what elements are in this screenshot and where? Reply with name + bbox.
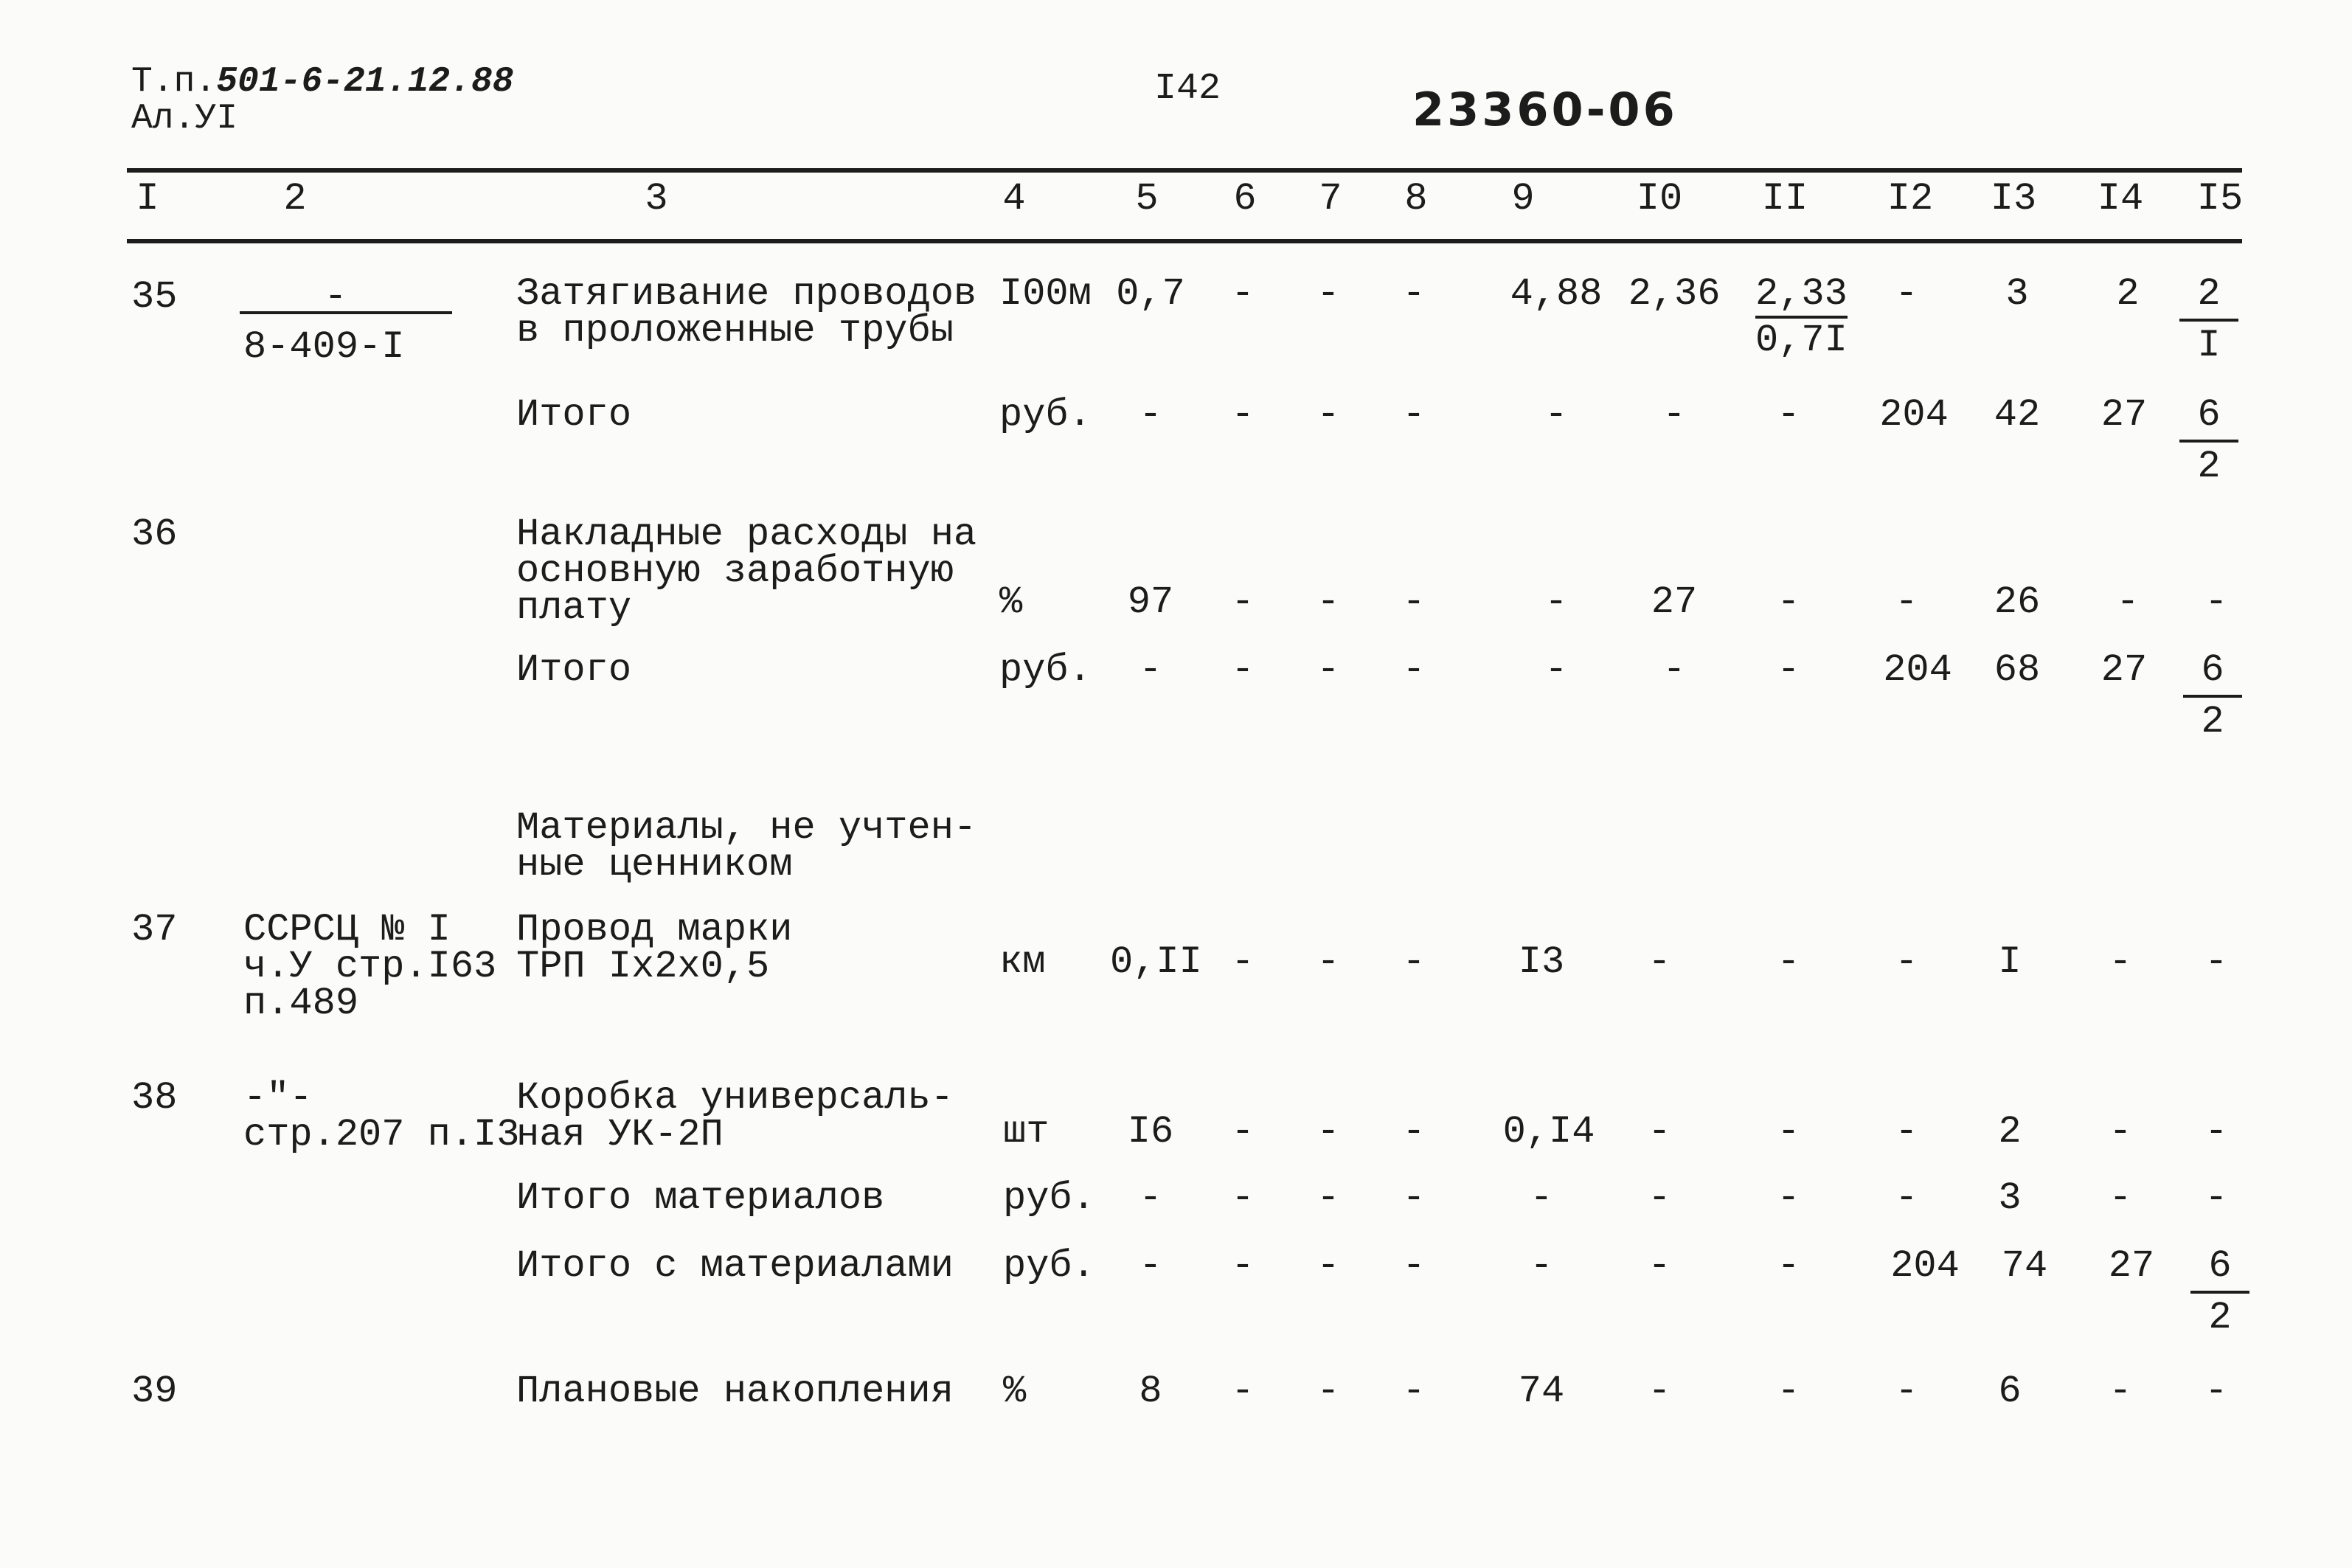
price-code-line: ч.У стр.I63 bbox=[243, 945, 497, 988]
album-label: Ал.УI bbox=[131, 99, 238, 139]
price-code-line: стр.207 п.I3 bbox=[243, 1113, 520, 1156]
cell-col13: 6 bbox=[1998, 1370, 2022, 1413]
cell-col9: - bbox=[1530, 1176, 1553, 1220]
cell-col15 bbox=[2168, 270, 2249, 370]
row-label: Итого с материалами bbox=[516, 1244, 954, 1288]
cell-col8: - bbox=[1402, 272, 1426, 316]
cell-col9: 4,88 bbox=[1510, 272, 1603, 316]
row-number: 39 bbox=[131, 1370, 178, 1413]
cell-col10: - bbox=[1662, 393, 1686, 437]
cell-col12: - bbox=[1895, 1176, 1918, 1220]
row-number: 38 bbox=[131, 1076, 178, 1120]
col-14: I4 bbox=[2097, 177, 2144, 221]
col-4: 4 bbox=[1002, 177, 1026, 221]
cell-col12: - bbox=[1895, 940, 1918, 984]
work-name bbox=[516, 1076, 954, 1156]
unit: км bbox=[999, 940, 1046, 984]
cell-col6: - bbox=[1231, 1176, 1255, 1220]
cell-col14: 27 bbox=[2101, 393, 2148, 437]
fraction-numerator: 6 bbox=[2190, 1242, 2249, 1294]
col-10: I0 bbox=[1636, 177, 1683, 221]
work-name-line: основную заработную bbox=[516, 549, 954, 593]
cell-col11-top: 2,33 bbox=[1755, 272, 1848, 319]
cell-col9: I3 bbox=[1518, 940, 1565, 984]
fraction-numerator: 6 bbox=[2179, 391, 2238, 443]
cell-col12: 204 bbox=[1883, 648, 1952, 692]
work-name-line: ная УК-2П bbox=[516, 1113, 724, 1156]
cell-col14: - bbox=[2116, 580, 2140, 624]
work-name-line: Провод марки bbox=[516, 908, 793, 951]
document-number: 23360-06 bbox=[1412, 83, 1678, 136]
cell-col11-bottom: 0,7I bbox=[1755, 319, 1848, 362]
cell-col14: 27 bbox=[2108, 1244, 2155, 1288]
cell-col15: - bbox=[2204, 580, 2228, 624]
work-name bbox=[516, 272, 977, 353]
cell-col8: - bbox=[1402, 1176, 1426, 1220]
cell-col6: - bbox=[1231, 580, 1255, 624]
section-heading-line: Материалы, не учтен- bbox=[516, 806, 977, 850]
cell-col9: - bbox=[1544, 648, 1568, 692]
cell-col7: - bbox=[1317, 1370, 1340, 1413]
work-name-line: Коробка универсаль- bbox=[516, 1076, 954, 1120]
cell-col11: - bbox=[1777, 1110, 1800, 1154]
unit: руб. bbox=[1003, 1176, 1095, 1220]
cell-col12: 204 bbox=[1890, 1244, 1960, 1288]
col-2: 2 bbox=[283, 177, 307, 221]
cell-col7: - bbox=[1317, 393, 1340, 437]
cell-col5: - bbox=[1139, 1176, 1162, 1220]
cell-col8: - bbox=[1402, 393, 1426, 437]
cell-col7: - bbox=[1317, 940, 1340, 984]
cell-col7: - bbox=[1317, 272, 1340, 316]
row-label: Итого bbox=[516, 393, 632, 437]
fraction-denominator: I bbox=[2197, 324, 2221, 367]
price-code-line: ССРСЦ № I bbox=[243, 908, 451, 951]
cell-col10: - bbox=[1648, 1110, 1671, 1154]
cell-col6: - bbox=[1231, 1370, 1255, 1413]
unit: руб. bbox=[999, 393, 1092, 437]
cell-col13: 3 bbox=[2005, 272, 2029, 316]
cell-col10: - bbox=[1662, 648, 1686, 692]
cell-col14: - bbox=[2109, 940, 2132, 984]
unit: руб. bbox=[1003, 1244, 1095, 1288]
fraction-numerator: 2 bbox=[2179, 270, 2238, 322]
row-label: Итого материалов bbox=[516, 1176, 885, 1220]
page-number: I42 bbox=[1154, 68, 1221, 110]
cell-col14: 2 bbox=[2116, 272, 2140, 316]
col-5: 5 bbox=[1135, 177, 1159, 221]
cell-col11 bbox=[1755, 272, 1848, 369]
section-heading bbox=[516, 806, 977, 887]
cell-col13: 3 bbox=[1998, 1176, 2022, 1220]
price-code bbox=[243, 908, 497, 1025]
unit: I00м bbox=[999, 272, 1092, 316]
cell-col9: 74 bbox=[1518, 1370, 1565, 1413]
fraction-denominator: 2 bbox=[2208, 1296, 2232, 1339]
cell-col10: - bbox=[1648, 1244, 1671, 1288]
cell-col11: - bbox=[1777, 648, 1800, 692]
cell-col7: - bbox=[1317, 1110, 1340, 1154]
cell-col10: - bbox=[1648, 940, 1671, 984]
fraction-denominator: 2 bbox=[2197, 445, 2221, 488]
cell-col6: - bbox=[1231, 648, 1255, 692]
cell-col6: - bbox=[1231, 393, 1255, 437]
cell-col8: - bbox=[1402, 1110, 1426, 1154]
cell-col7: - bbox=[1317, 1244, 1340, 1288]
cell-col5: 0,II bbox=[1110, 940, 1202, 984]
cell-col8: - bbox=[1402, 1370, 1426, 1413]
cell-col15: - bbox=[2204, 1176, 2228, 1220]
code-divider bbox=[240, 311, 452, 314]
col-1: I bbox=[136, 177, 159, 221]
project-prefix: Т.п. bbox=[131, 62, 217, 102]
cell-col9: - bbox=[1544, 393, 1568, 437]
cell-col5: 8 bbox=[1139, 1370, 1162, 1413]
cell-col14: - bbox=[2109, 1110, 2132, 1154]
cell-col13: I bbox=[1998, 940, 2022, 984]
cell-col10: 2,36 bbox=[1628, 272, 1721, 316]
work-name-line: в проложенные трубы bbox=[516, 309, 954, 353]
work-name bbox=[516, 513, 977, 630]
work-name-line: плату bbox=[516, 586, 632, 630]
col-9: 9 bbox=[1511, 177, 1535, 221]
cell-col5: 0,7 bbox=[1116, 272, 1185, 316]
price-code-line: п.489 bbox=[243, 982, 359, 1025]
unit: руб. bbox=[999, 648, 1092, 692]
cell-col13: 74 bbox=[2001, 1244, 2048, 1288]
work-name-line: Затягивание проводов bbox=[516, 272, 977, 316]
col-6: 6 bbox=[1233, 177, 1257, 221]
cell-col6: - bbox=[1231, 1244, 1255, 1288]
cell-col11: - bbox=[1777, 1244, 1800, 1288]
unit: % bbox=[999, 580, 1023, 624]
cell-col5: - bbox=[1139, 393, 1162, 437]
col-12: I2 bbox=[1887, 177, 1934, 221]
cell-col13: 2 bbox=[1998, 1110, 2022, 1154]
row-number: 37 bbox=[131, 908, 178, 951]
cell-col15: - bbox=[2204, 1110, 2228, 1154]
project-code: 501-6-21.12.88 bbox=[216, 62, 514, 102]
cell-col12: - bbox=[1895, 272, 1918, 316]
cell-col10: - bbox=[1648, 1176, 1671, 1220]
cell-col6: - bbox=[1231, 272, 1255, 316]
cell-col15 bbox=[2179, 1242, 2261, 1342]
price-code bbox=[243, 1076, 520, 1156]
cell-col5: 97 bbox=[1127, 580, 1174, 624]
cell-col11: - bbox=[1777, 580, 1800, 624]
col-8: 8 bbox=[1404, 177, 1428, 221]
column-header-rule bbox=[127, 239, 2242, 243]
col-7: 7 bbox=[1319, 177, 1342, 221]
unit: % bbox=[1003, 1370, 1027, 1413]
cell-col11: - bbox=[1777, 940, 1800, 984]
col-3: 3 bbox=[645, 177, 668, 221]
fraction-numerator: 6 bbox=[2183, 646, 2242, 698]
cell-col10: 27 bbox=[1651, 580, 1698, 624]
cell-col15: - bbox=[2204, 940, 2228, 984]
cell-col12: - bbox=[1895, 1110, 1918, 1154]
cell-col9: - bbox=[1544, 580, 1568, 624]
col-11: II bbox=[1761, 177, 1808, 221]
cell-col11: - bbox=[1777, 1176, 1800, 1220]
work-name: Плановые накопления bbox=[516, 1370, 954, 1413]
section-heading-line: ные ценником bbox=[516, 843, 793, 887]
row-number: 35 bbox=[131, 275, 178, 319]
row-number: 36 bbox=[131, 513, 178, 556]
work-name-line: ТРП Iх2х0,5 bbox=[516, 945, 770, 988]
price-code-top: - bbox=[324, 275, 347, 319]
price-code-line: -"- bbox=[243, 1076, 313, 1120]
price-code: 8-409-I bbox=[243, 325, 405, 369]
cell-col11: - bbox=[1777, 393, 1800, 437]
cell-col14: 27 bbox=[2101, 648, 2148, 692]
work-name bbox=[516, 908, 793, 988]
cell-col8: - bbox=[1402, 1244, 1426, 1288]
cell-col13: 26 bbox=[1994, 580, 2041, 624]
cell-col8: - bbox=[1402, 580, 1426, 624]
unit: шт bbox=[1003, 1110, 1050, 1154]
cell-col14: - bbox=[2109, 1176, 2132, 1220]
cell-col15 bbox=[2168, 391, 2249, 491]
row-label: Итого bbox=[516, 648, 632, 692]
cell-col5: - bbox=[1139, 648, 1162, 692]
cell-col15 bbox=[2172, 646, 2253, 746]
cell-col8: - bbox=[1402, 940, 1426, 984]
cell-col5: I6 bbox=[1127, 1110, 1174, 1154]
fraction-denominator: 2 bbox=[2201, 700, 2224, 743]
cell-col5: - bbox=[1139, 1244, 1162, 1288]
cell-col7: - bbox=[1317, 580, 1340, 624]
cell-col13: 68 bbox=[1994, 648, 2041, 692]
cell-col14: - bbox=[2109, 1370, 2132, 1413]
cell-col11: - bbox=[1777, 1370, 1800, 1413]
cell-col8: - bbox=[1402, 648, 1426, 692]
cell-col6: - bbox=[1231, 940, 1255, 984]
cell-col9: - bbox=[1530, 1244, 1553, 1288]
cell-col7: - bbox=[1317, 1176, 1340, 1220]
cell-col9: 0,I4 bbox=[1502, 1110, 1595, 1154]
cell-col12: 204 bbox=[1879, 393, 1949, 437]
cell-col12: - bbox=[1895, 580, 1918, 624]
cell-col13: 42 bbox=[1994, 393, 2041, 437]
col-13: I3 bbox=[1990, 177, 2037, 221]
project-reference bbox=[131, 63, 513, 137]
col-15: I5 bbox=[2196, 177, 2244, 221]
cell-col7: - bbox=[1317, 648, 1340, 692]
cell-col10: - bbox=[1648, 1370, 1671, 1413]
cell-col6: - bbox=[1231, 1110, 1255, 1154]
table-top-rule bbox=[127, 168, 2242, 173]
cell-col12: - bbox=[1895, 1370, 1918, 1413]
cell-col15: - bbox=[2204, 1370, 2228, 1413]
work-name-line: Накладные расходы на bbox=[516, 513, 977, 556]
